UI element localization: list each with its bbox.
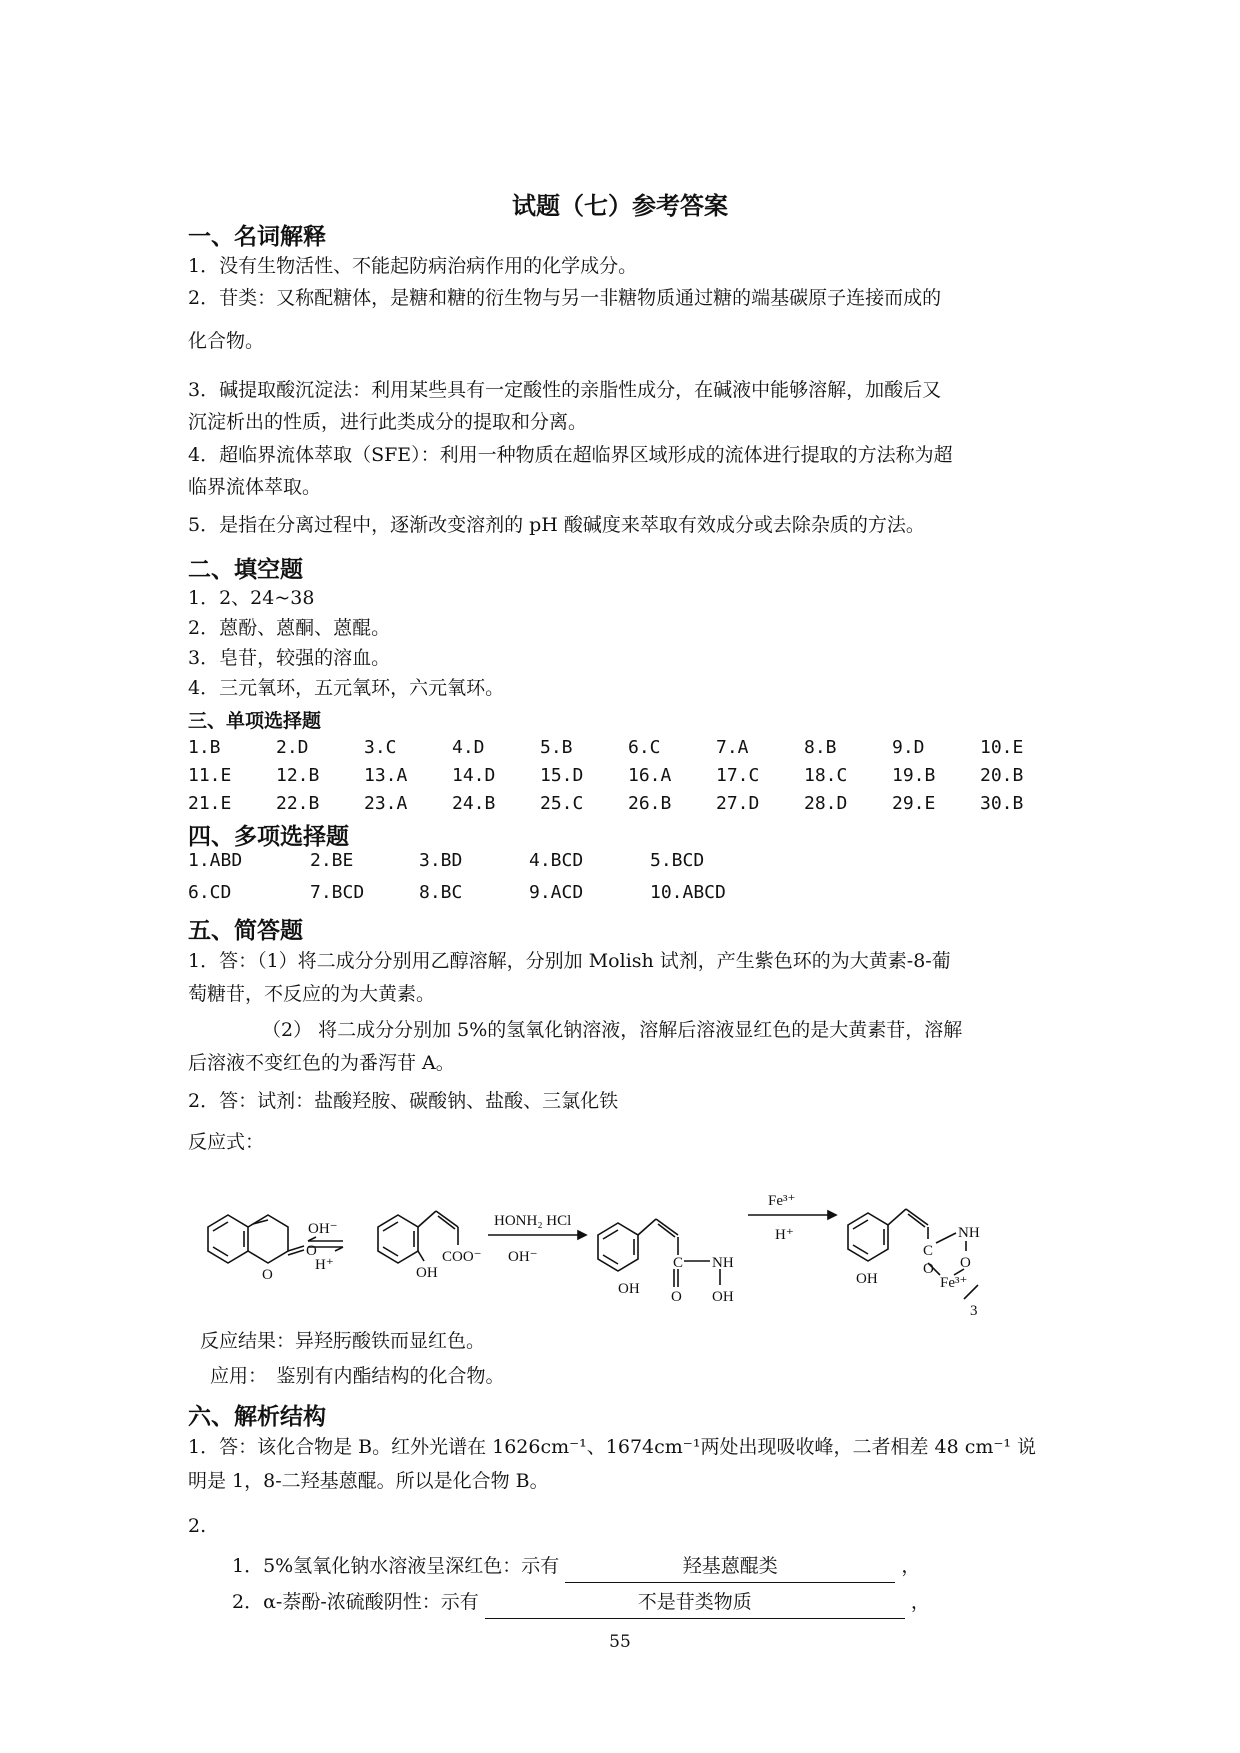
answer-cell: 8.BC: [419, 882, 463, 903]
fill-blank-answer: 3．皂苷，较强的溶血。: [188, 647, 391, 669]
chelate-oxygen-label: O: [960, 1255, 971, 1271]
reagent-proton: H⁺: [315, 1257, 334, 1273]
reagent-proton: H⁺: [775, 1227, 794, 1243]
coumarin-lactone-ring: [248, 1215, 288, 1263]
answer-cell: 3.C: [364, 737, 397, 758]
answer-cell: 12.B: [276, 765, 320, 786]
carboxylate-label: COO⁻: [442, 1249, 482, 1265]
fill-line: [232, 1550, 1032, 1583]
fill-line: [232, 1586, 1032, 1619]
answer-cell: 26.B: [628, 793, 672, 814]
answer-cell: 25.C: [540, 793, 584, 814]
reagent-hydroxylamine: HONH₂ HCl: [494, 1213, 572, 1229]
answer-cell: 9.ACD: [529, 882, 584, 903]
fill-line-prompt: 1．5%氢氧化钠水溶液呈深红色：示有: [232, 1555, 560, 1577]
definition-line: 3．碱提取酸沉淀法：利用某些具有一定酸性的亲脂性成分，在碱液中能够溶解，加酸后又: [188, 379, 942, 401]
answer-cell: 3.BD: [419, 850, 463, 871]
reaction-application: 应用： 鉴别有内酯结构的化合物。: [210, 1365, 505, 1387]
answer-cell: 6.CD: [188, 882, 232, 903]
stoichiometry-label: 3: [970, 1303, 978, 1319]
answer-cell: 14.D: [452, 765, 496, 786]
reagent-hydroxide: OH⁻: [308, 1221, 338, 1237]
answer-line: 1．答：该化合物是 B。红外光谱在 1626cm⁻¹、1674cm⁻¹两处出现吸收峰，二者相差 48 cm⁻¹ 说: [188, 1436, 1037, 1458]
section-heading-multi-choice: 四、多项选择题: [188, 824, 349, 850]
answer-cell: 29.E: [892, 793, 936, 814]
answer-cell: 23.A: [364, 793, 408, 814]
answer-line: 后溶液不变红色的为番泻苷 A。: [188, 1052, 455, 1074]
page-number: 55: [609, 1632, 631, 1652]
phenol-oh-label: OH: [618, 1281, 640, 1297]
fill-blank-answer: 1．2、24~38: [188, 587, 315, 609]
chelate-nh-label: NH: [958, 1225, 980, 1241]
answer-cell: 30.B: [980, 793, 1024, 814]
answer-cell: 5.B: [540, 737, 573, 758]
reagent-ferric-ion: Fe³⁺: [768, 1193, 796, 1209]
chelate-oxygen-label: O: [923, 1261, 934, 1277]
answer-line: 反应式：: [188, 1131, 265, 1153]
answer-line: （2） 将二成分分别加 5%的氢氧化钠溶液，溶解后溶液显红色的是大黄素苷，溶解: [262, 1019, 963, 1041]
section-heading-structure-analysis: 六、解析结构: [188, 1404, 326, 1430]
definition-line: 沉淀析出的性质，进行此类成分的提取和分离。: [188, 411, 588, 433]
section-heading-fill-blank: 二、填空题: [188, 557, 303, 583]
answer-cell: 4.D: [452, 737, 485, 758]
definition-line: 临界流体萃取。: [188, 476, 322, 498]
answer-cell: 1.B: [188, 737, 221, 758]
answer-cell: 19.B: [892, 765, 936, 786]
answer-cell: 27.D: [716, 793, 760, 814]
carbonyl-oxygen-label: O: [671, 1289, 682, 1305]
definition-line: 5．是指在分离过程中，逐渐改变溶剂的 pH 酸碱度来萃取有效成分或去除杂质的方法。: [188, 514, 925, 536]
answer-cell: 13.A: [364, 765, 408, 786]
fill-line-prompt: 2．α-萘酚-浓硫酸阴性：示有: [232, 1591, 479, 1613]
coumarin-carbonyl-oxygen: O: [306, 1243, 317, 1259]
answer-cell: 28.D: [804, 793, 848, 814]
section-heading-single-choice: 三、单项选择题: [188, 710, 322, 732]
answer-cell: 4.BCD: [529, 850, 584, 871]
carbon-label: C: [923, 1243, 934, 1259]
answer-cell: 7.A: [716, 737, 749, 758]
answer-line: 萄糖苷，不反应的为大黄素。: [188, 983, 436, 1005]
definition-line: 4．超临界流体萃取（SFE）：利用一种物质在超临界区域形成的流体进行提取的方法称为超: [188, 444, 953, 466]
hydroxyl-label: OH: [712, 1289, 734, 1305]
answer-cell: 8.B: [804, 737, 837, 758]
answer-cell: 7.BCD: [310, 882, 365, 903]
iron-center-label: Fe³⁺: [940, 1275, 968, 1291]
phenol-oh-label: OH: [416, 1265, 438, 1281]
reaction-scheme: [188, 1175, 1088, 1320]
reagent-hydroxide: OH⁻: [508, 1249, 538, 1265]
fill-line-answer: 不是苷类物质: [485, 1586, 905, 1619]
fill-line-end: ，: [910, 1591, 930, 1613]
fill-line-end: ，: [901, 1555, 921, 1577]
answer-cell: 10.E: [980, 737, 1024, 758]
answer-line: 1．答：（1）将二成分分别用乙醇溶解，分别加 Molish 试剂，产生紫色环的为大黄素-8-葡: [188, 950, 951, 972]
answer-cell: 10.ABCD: [650, 882, 726, 903]
answer-cell: 24.B: [452, 793, 496, 814]
answer-cell: 17.C: [716, 765, 760, 786]
fill-blank-answer: 4．三元氧环，五元氧环，六元氧环。: [188, 677, 505, 699]
question-number: 2.: [188, 1515, 207, 1537]
section-heading-short-answer: 五、简答题: [188, 918, 303, 944]
section-heading-definitions: 一、名词解释: [188, 224, 326, 250]
phenol-oh-label: OH: [856, 1271, 878, 1287]
answer-cell: 11.E: [188, 765, 232, 786]
definition-line: 1．没有生物活性、不能起防病治病作用的化学成分。: [188, 255, 638, 277]
answer-cell: 21.E: [188, 793, 232, 814]
coumarin-ring-oxygen: O: [262, 1267, 273, 1283]
reaction-result: 反应结果：异羟肟酸铁而显红色。: [200, 1330, 486, 1352]
answer-cell: 22.B: [276, 793, 320, 814]
answer-cell: 6.C: [628, 737, 661, 758]
answer-cell: 5.BCD: [650, 850, 705, 871]
answer-cell: 9.D: [892, 737, 925, 758]
fill-line-answer: 羟基蒽醌类: [565, 1550, 895, 1583]
page-title: 试题（七）参考答案: [512, 192, 728, 220]
definition-line: 2．苷类：又称配糖体，是糖和糖的衍生物与另一非糖物质通过糖的端基碳原子连接而成的: [188, 287, 942, 309]
answer-cell: 2.D: [276, 737, 309, 758]
answer-cell: 15.D: [540, 765, 584, 786]
answer-line: 明是 1，8-二羟基蒽醌。所以是化合物 B。: [188, 1470, 549, 1492]
answer-cell: 2.BE: [310, 850, 354, 871]
carbon-label: C: [673, 1255, 684, 1271]
answer-cell: 18.C: [804, 765, 848, 786]
answer-cell: 16.A: [628, 765, 672, 786]
answer-line: 2．答：试剂：盐酸羟胺、碳酸钠、盐酸、三氯化铁: [188, 1090, 619, 1112]
answer-cell: 20.B: [980, 765, 1024, 786]
fill-blank-answer: 2．蒽酚、蒽酮、蒽醌。: [188, 617, 391, 639]
answer-cell: 1.ABD: [188, 850, 243, 871]
amide-nh-label: NH: [712, 1255, 734, 1271]
definition-line: 化合物。: [188, 330, 265, 352]
